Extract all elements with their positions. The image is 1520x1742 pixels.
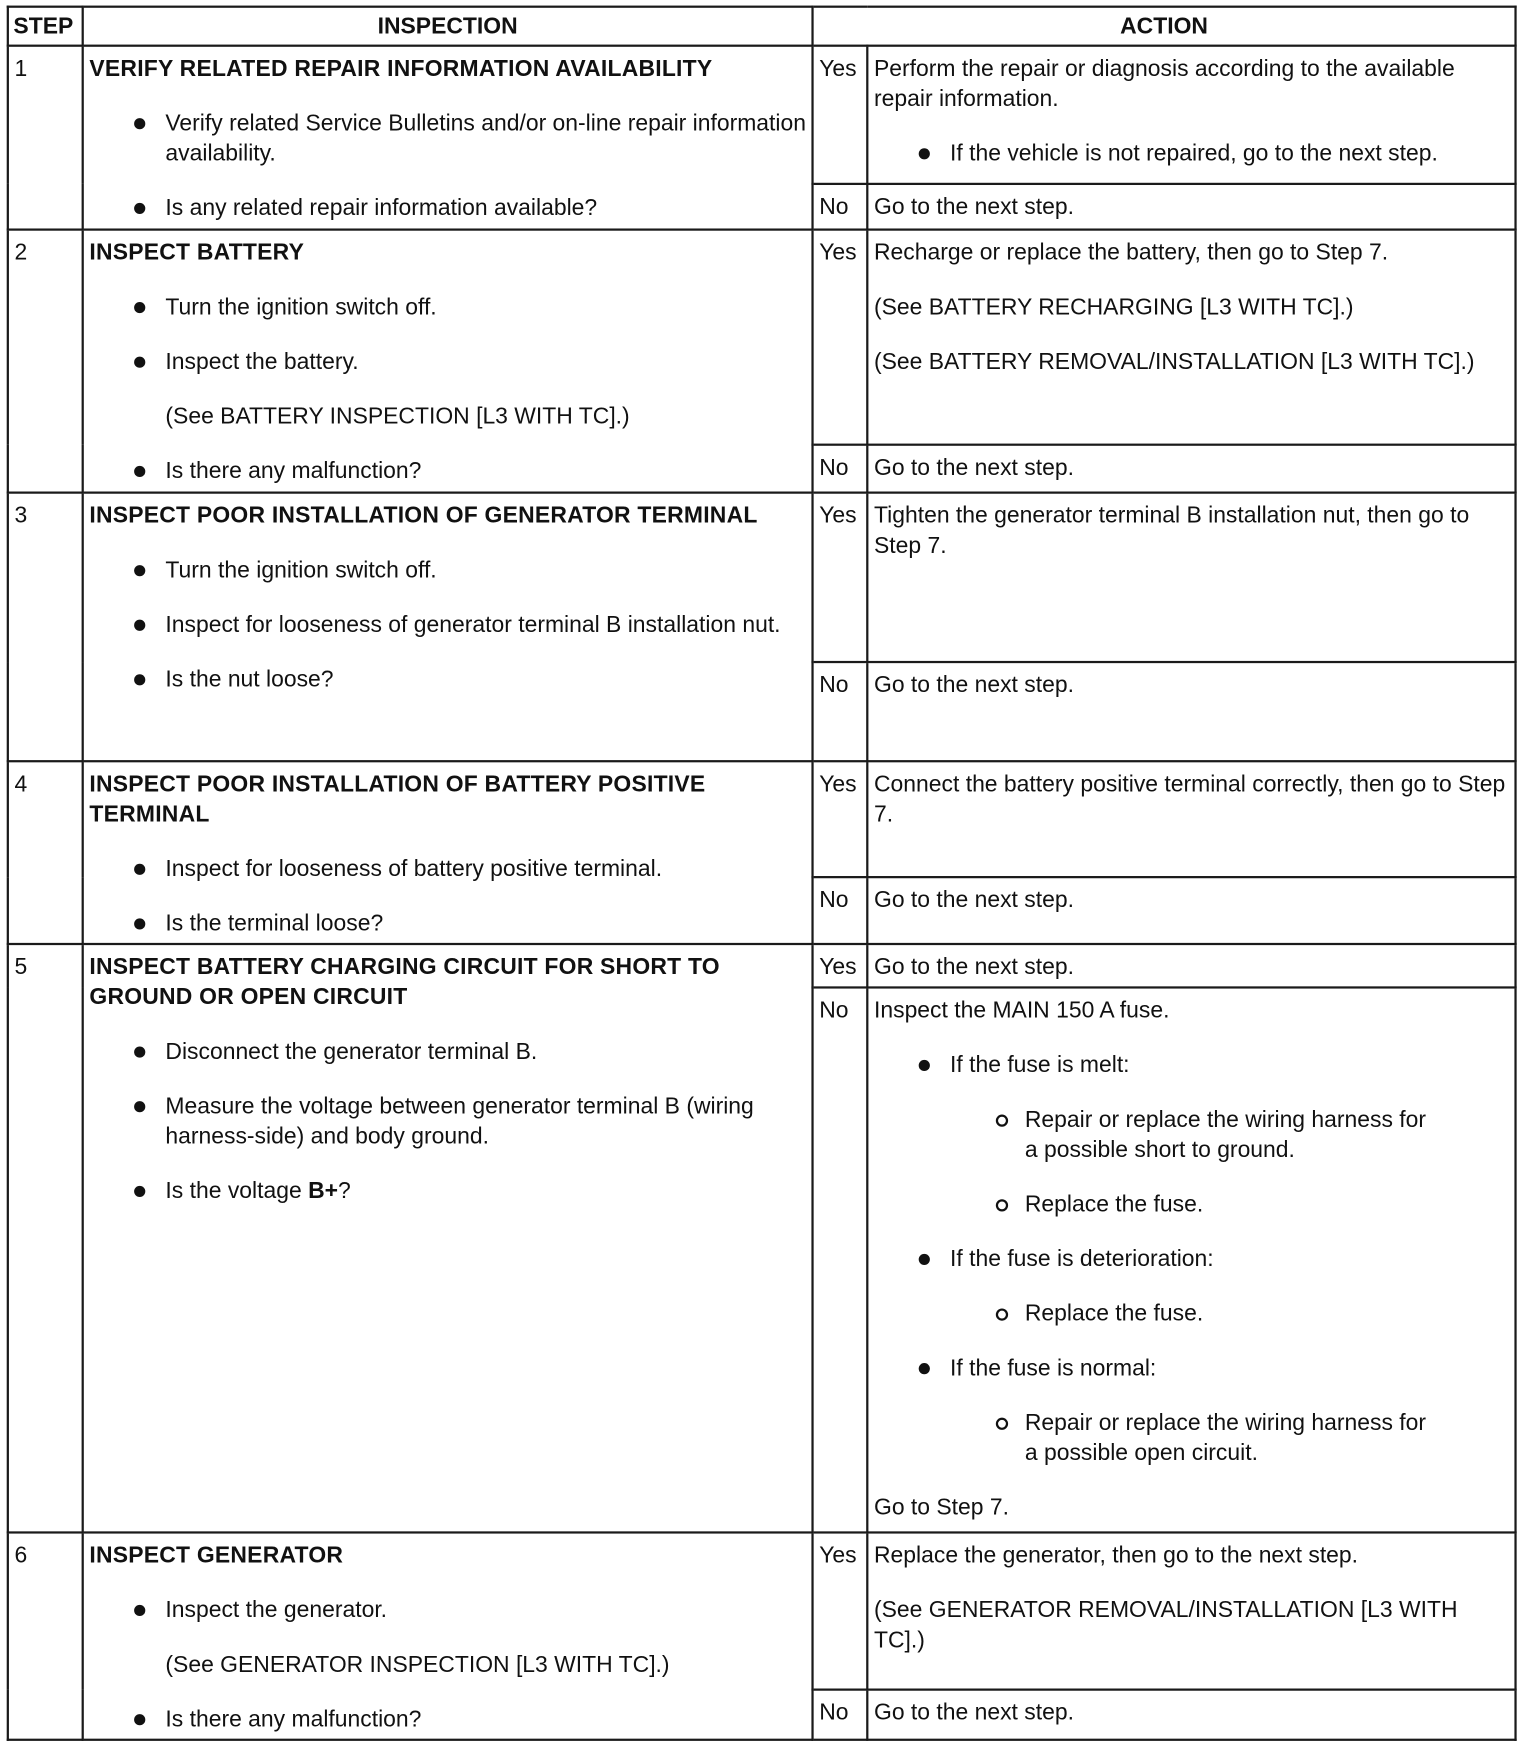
yes-action: Connect the battery positive terminal correctly, then go to Step 7.: [867, 761, 1515, 876]
inspection-list: [89, 292, 807, 377]
action-text: Recharge or replace the battery, then go to Step 7.: [874, 239, 1389, 266]
inspection-cell: [83, 230, 813, 493]
yes-action: [867, 1532, 1515, 1689]
case-label: If the fuse is deterioration:: [950, 1246, 1214, 1272]
inspection-title: VERIFY RELATED REPAIR INFORMATION AVAILABILITY: [89, 55, 713, 82]
step-number: 3: [8, 493, 83, 762]
yes-action: [867, 46, 1515, 184]
question-suffix: ?: [338, 1178, 351, 1204]
inspection-list: [89, 108, 807, 223]
yes-label: Yes: [813, 1532, 868, 1689]
inspection-title: INSPECT POOR INSTALLATION OF BATTERY POSITIVE TERMINAL: [89, 771, 706, 827]
inspection-item: Verify related Service Bulletins and/or on-line repair information availability.: [89, 108, 807, 168]
step-row: [8, 493, 1516, 662]
inspection-cell: [83, 944, 813, 1532]
no-action: Go to the next step.: [867, 877, 1515, 944]
action-text: Perform the repair or diagnosis according to the available repair information.: [874, 55, 1455, 112]
action-text: Replace the generator, then go to the next step.: [874, 1542, 1359, 1569]
action-list: [874, 138, 1510, 168]
yes-action: Go to the next step.: [867, 944, 1515, 987]
no-action: Go to the next step.: [867, 184, 1515, 230]
sub-action-item: Replace the fuse.: [874, 1189, 1510, 1219]
inspection-list: [89, 854, 807, 939]
inspection-list: [89, 1704, 807, 1734]
inspection-item: Disconnect the generator terminal B.: [89, 1037, 807, 1067]
no-label: No: [813, 987, 868, 1532]
action-item: If the vehicle is not repaired, go to the next step.: [874, 138, 1510, 168]
inspection-item: Inspect the generator.: [89, 1595, 807, 1625]
yes-label: Yes: [813, 493, 868, 662]
diagnostic-procedure-table: [7, 6, 1517, 1741]
step-row: [8, 761, 1516, 876]
inspection-title: INSPECT BATTERY CHARGING CIRCUIT FOR SHORT TO GROUND OR OPEN CIRCUIT: [89, 954, 720, 1010]
fuse-case-deterioration: [874, 1244, 1510, 1274]
fuse-case-melt: [874, 1050, 1510, 1080]
no-label: No: [813, 1690, 868, 1740]
yes-label: Yes: [813, 46, 868, 184]
yes-label: Yes: [813, 761, 868, 876]
inspection-list: [89, 1595, 807, 1625]
no-action: Go to the next step.: [867, 662, 1515, 761]
yes-action: [867, 230, 1515, 445]
inspection-title: INSPECT GENERATOR: [89, 1542, 344, 1569]
step-column-header: STEP: [8, 7, 83, 46]
sub-action-item: Repair or replace the wiring harness for a possible short to ground.: [874, 1104, 1510, 1164]
inspection-column-header: INSPECTION: [83, 7, 813, 46]
no-action: Go to the next step.: [867, 1690, 1515, 1740]
fuse-case-list: [874, 1353, 1510, 1383]
action-text: Inspect the MAIN 150 A fuse.: [874, 997, 1170, 1024]
question-value: B+: [308, 1178, 339, 1204]
inspection-question: Is any related repair information available?: [89, 193, 807, 223]
no-label: No: [813, 662, 868, 761]
step-number: 4: [8, 761, 83, 944]
inspection-cell: [83, 46, 813, 230]
step-row: [8, 230, 1516, 445]
reference-link-text: (See GENERATOR REMOVAL/INSTALLATION [L3 WITH TC].): [874, 1597, 1458, 1653]
step-row: [8, 944, 1516, 987]
inspection-item: Inspect for looseness of battery positive terminal.: [89, 854, 807, 884]
no-label: No: [813, 184, 868, 230]
inspection-question: Is there any malfunction?: [89, 1704, 807, 1734]
sub-action-list: [874, 1298, 1510, 1328]
fuse-case-normal: [874, 1353, 1510, 1383]
fuse-case-list: [874, 1244, 1510, 1274]
inspection-item: Inspect the battery.: [89, 347, 807, 377]
inspection-title: INSPECT BATTERY: [89, 239, 305, 266]
reference-link-text: (See BATTERY RECHARGING [L3 WITH TC].): [874, 294, 1354, 320]
inspection-item: Turn the ignition switch off.: [89, 292, 807, 322]
sub-action-item: Replace the fuse.: [874, 1298, 1510, 1328]
reference-link-text: (See GENERATOR INSPECTION [L3 WITH TC].): [165, 1651, 670, 1678]
yes-label: Yes: [813, 230, 868, 445]
inspection-list: [89, 555, 807, 694]
step-number: 1: [8, 46, 83, 230]
sub-action-list: [874, 1408, 1510, 1468]
no-action: Go to the next step.: [867, 445, 1515, 493]
step-number: 2: [8, 230, 83, 493]
reference-link-text: (See BATTERY REMOVAL/INSTALLATION [L3 WITH TC].): [874, 348, 1475, 375]
inspection-cell: [83, 761, 813, 944]
action-text: Go to Step 7.: [874, 1494, 1010, 1521]
no-label: No: [813, 877, 868, 944]
fuse-case-list: [874, 1050, 1510, 1080]
step-row: [8, 1532, 1516, 1689]
inspection-item: Turn the ignition switch off.: [89, 555, 807, 585]
inspection-question: Is there any malfunction?: [89, 456, 807, 486]
inspection-question: Is the terminal loose?: [89, 908, 807, 938]
header-row: [8, 7, 1516, 46]
no-action: [867, 987, 1515, 1532]
inspection-list: [89, 456, 807, 486]
inspection-item: Inspect for looseness of generator terminal B installation nut.: [89, 610, 807, 640]
case-label: If the fuse is melt:: [950, 1052, 1130, 1078]
step-number: 6: [8, 1532, 83, 1739]
sub-action-list: [874, 1104, 1510, 1219]
inspection-list: [89, 1037, 807, 1206]
yes-label: Yes: [813, 944, 868, 987]
inspection-question: Is the nut loose?: [89, 664, 807, 694]
action-column-header: ACTION: [813, 7, 1516, 46]
inspection-title: INSPECT POOR INSTALLATION OF GENERATOR TERMINAL: [89, 502, 758, 529]
inspection-cell: [83, 493, 813, 762]
case-label: If the fuse is normal:: [950, 1355, 1157, 1381]
inspection-cell: [83, 1532, 813, 1739]
inspection-item: Measure the voltage between generator terminal B (wiring harness-side) and body ground.: [89, 1091, 807, 1151]
no-label: No: [813, 445, 868, 493]
sub-action-item: Repair or replace the wiring harness for a possible open circuit.: [874, 1408, 1510, 1468]
reference-link-text: (See BATTERY INSPECTION [L3 WITH TC].): [165, 403, 630, 430]
yes-action: Tighten the generator terminal B installation nut, then go to Step 7.: [867, 493, 1515, 662]
question-text: Is the voltage: [165, 1178, 309, 1204]
inspection-question: [89, 1176, 807, 1206]
step-row: [8, 46, 1516, 184]
step-number: 5: [8, 944, 83, 1532]
